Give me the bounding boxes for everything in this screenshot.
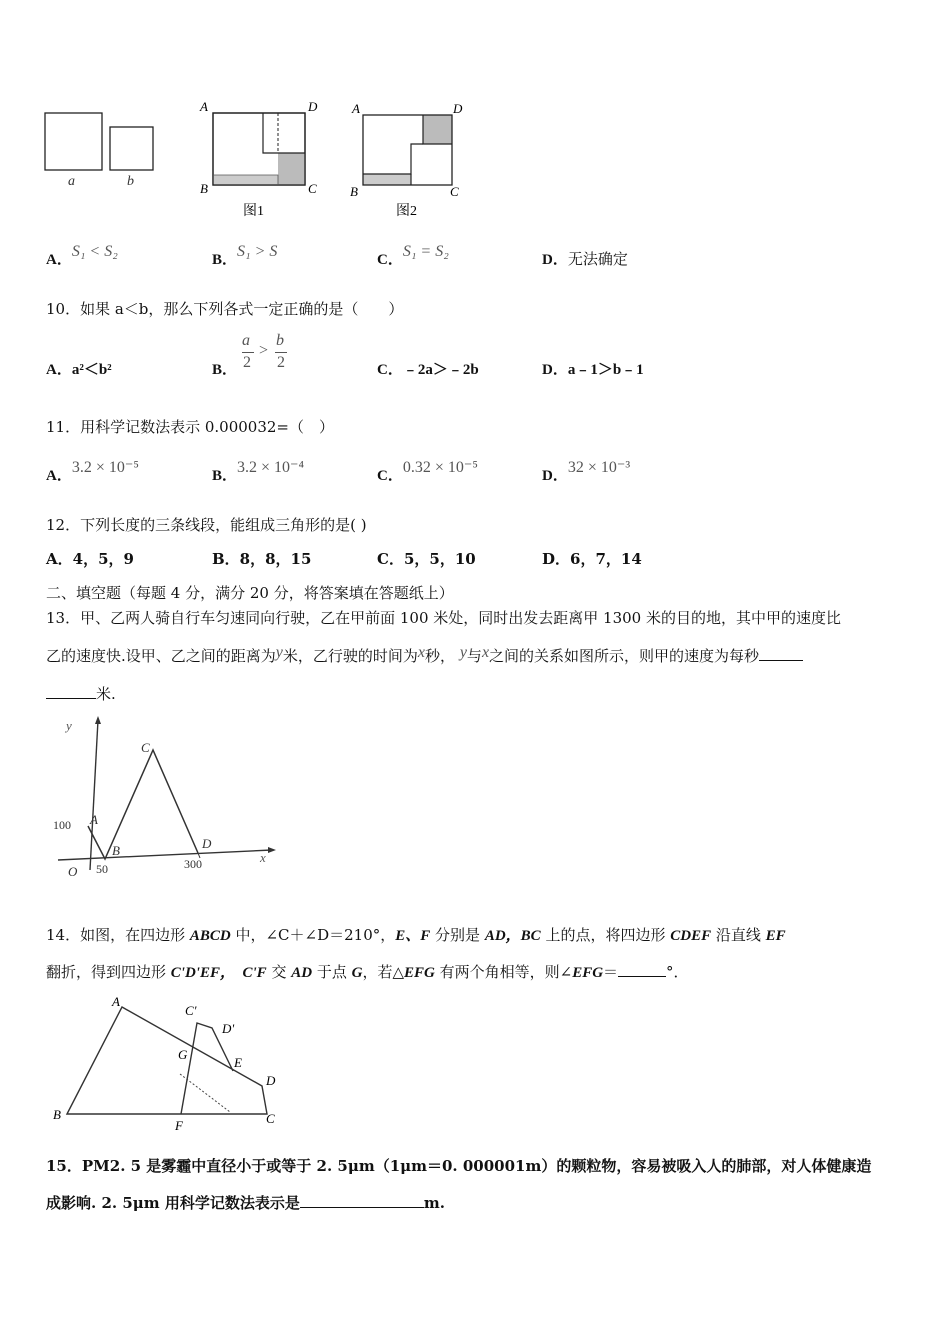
svg-text:E: E (234, 1055, 242, 1070)
svg-text:C: C (450, 184, 459, 199)
fig2-caption: 图2 (396, 204, 417, 219)
q13-line3: 米. (46, 683, 116, 704)
q12-option-d[interactable]: D．6，7，14 (542, 550, 642, 568)
svg-text:G: G (178, 1047, 188, 1062)
square-b (110, 127, 153, 170)
q13-line1: 13．甲、乙两人骑自行车匀速同向行驶，乙在甲前面 100 米处，同时出发去距离甲 1300 米的目的地，其中甲的速度比 (46, 609, 841, 627)
svg-text:100: 100 (53, 818, 71, 832)
q9-option-b[interactable]: B．S₁ > S (212, 243, 278, 268)
q11-stem: 11．用科学记数法表示 0.000032=（ ） (46, 418, 334, 436)
svg-text:F: F (175, 1118, 183, 1132)
q13-answer-blank-cont[interactable] (46, 684, 96, 699)
figure-1 (199, 99, 318, 219)
q12-option-b[interactable]: B．8，8，15 (212, 550, 312, 568)
q9-option-a[interactable]: A．S₁ < S₂ (46, 243, 118, 268)
svg-text:B: B (350, 184, 358, 199)
q10-option-b[interactable]: B． a 2 > b 2 (212, 358, 237, 379)
q10-option-a[interactable]: A．a²＜b² (46, 362, 112, 378)
q11-option-c[interactable]: C．0.32 × 10⁻⁵ (377, 459, 478, 484)
q14-answer-blank[interactable] (618, 962, 666, 977)
square-a (45, 113, 102, 170)
q13-line2: 乙的速度快.设甲、乙之间的距离为y米，乙行驶的时间为x秒， y与x之间的关系如图所示，则甲的速度为每秒 (46, 645, 803, 666)
q15-line2: 成影响. 2. 5μm 用科学记数法表示是 m. (46, 1194, 445, 1212)
q15-line1: 15．PM2. 5 是雾霾中直径小于或等于 2. 5μm（1μm＝0. 000001m）的颗粒物，容易被吸入人的肺部，对人体健康造 (46, 1157, 872, 1175)
q10-option-c[interactable]: C．﹣2a＞﹣2b (377, 362, 479, 378)
q11-option-b[interactable]: B．3.2 × 10⁻⁴ (212, 459, 305, 484)
svg-text:50: 50 (96, 862, 108, 876)
q9-option-d[interactable]: D．无法确定 (542, 250, 628, 268)
svg-text:B: B (112, 843, 120, 858)
svg-text:x: x (260, 850, 266, 865)
q9-option-c[interactable]: C．S₁ = S₂ (377, 243, 449, 268)
svg-text:A: A (90, 812, 98, 827)
q14-line2: 翻折，得到四边形 C'D'EF， C'F 交 AD 于点 G，若△EFG 有两个角相等，则∠EFG＝ °． (46, 963, 689, 981)
svg-text:A: A (352, 101, 360, 116)
q13-graph (50, 710, 290, 885)
q14-figure (50, 992, 290, 1132)
q11-option-a[interactable]: A．3.2 × 10⁻⁵ (46, 459, 139, 484)
svg-text:A: A (200, 99, 208, 114)
q13-answer-blank[interactable] (759, 646, 803, 661)
svg-text:D: D (453, 101, 463, 116)
q11-option-d[interactable]: D．32 × 10⁻³ (542, 459, 631, 484)
figure-2 (350, 101, 463, 219)
label-a: a (68, 174, 75, 189)
svg-text:B: B (53, 1107, 61, 1122)
q14-line1: 14．如图，在四边形 ABCD 中，∠C＋∠D＝210°，E、F 分别是 AD，BC 上的点，将四边形 CDEF 沿直线 EF (46, 926, 786, 944)
svg-text:300: 300 (184, 857, 202, 871)
svg-text:C: C (308, 181, 317, 196)
label-b: b (127, 174, 134, 189)
svg-text:C': C' (185, 1003, 197, 1018)
q15-answer-blank[interactable] (300, 1193, 424, 1208)
svg-text:D': D' (222, 1021, 235, 1036)
svg-text:C: C (141, 740, 150, 755)
q10-stem: 10．如果 a＜b，那么下列各式一定正确的是（ ） (46, 300, 404, 318)
q12-option-c[interactable]: C．5，5，10 (377, 550, 476, 568)
svg-text:D: D (266, 1073, 276, 1088)
section-2-title: 二、填空题（每题 4 分，满分 20 分，将答案填在答题纸上） (46, 584, 454, 602)
fig1-caption: 图1 (243, 204, 264, 219)
svg-text:D: D (202, 836, 212, 851)
svg-text:D: D (308, 99, 318, 114)
svg-text:C: C (266, 1111, 275, 1126)
svg-text:B: B (200, 181, 208, 196)
q9-figure (40, 95, 480, 220)
q12-stem: 12．下列长度的三条线段，能组成三角形的是( ) (46, 516, 367, 534)
q10-b-fraction: a 2 > b 2 (242, 332, 285, 371)
svg-text:y: y (66, 718, 72, 733)
svg-text:A: A (112, 994, 120, 1009)
q10-option-d[interactable]: D．a﹣1＞b﹣1 (542, 362, 644, 378)
svg-text:O: O (68, 864, 78, 879)
q12-option-a[interactable]: A．4，5，9 (46, 550, 134, 568)
